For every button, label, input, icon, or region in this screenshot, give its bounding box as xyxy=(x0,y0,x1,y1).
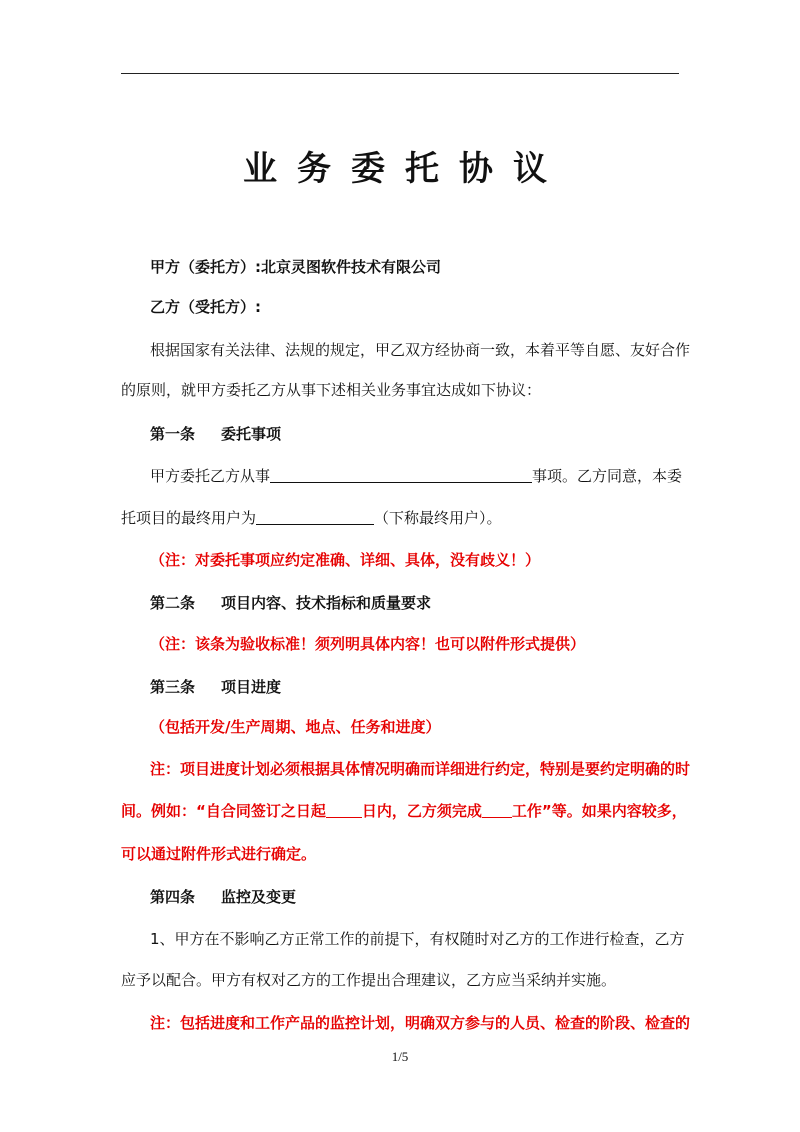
article-2-note: （注：该条为验收标准！须列明具体内容！也可以附件形式提供） xyxy=(150,635,586,653)
article-1-text-2 xyxy=(121,507,681,529)
days-blank[interactable] xyxy=(326,802,362,818)
article-3-note-2-b: 日内，乙方须完成 xyxy=(361,802,482,820)
article-4-note-1: 注：包括进度和工作产品的监控计划，明确双方参与的人员、检查的阶段、检查的 xyxy=(150,1014,691,1032)
commission-item-blank[interactable] xyxy=(270,467,532,483)
work-blank[interactable] xyxy=(482,802,512,818)
article-1-heading xyxy=(150,423,710,445)
party-b-label: 乙方（受托方）: xyxy=(150,298,261,316)
document-title: 业务委托协议 xyxy=(243,149,567,189)
header-rule xyxy=(121,73,679,74)
article-3-note-2-c: 工作”等。如果内容较多， xyxy=(511,802,687,820)
article-1-text-1 xyxy=(150,465,710,487)
article-4-number: 第四条 xyxy=(150,888,196,906)
article-3-number: 第三条 xyxy=(150,678,196,696)
article-1-text-2-post: （下称最终用户）。 xyxy=(374,509,502,527)
party-a-label: 甲方（委托方）: xyxy=(150,258,261,276)
article-2-heading xyxy=(150,592,710,614)
preamble-line-1: 根据国家有关法律、法规的规定，甲乙双方经协商一致，本着平等自愿、友好合作 xyxy=(150,341,691,359)
article-1-text-1-post: 事项。乙方同意，本委 xyxy=(532,467,683,485)
article-1-title: 委托事项 xyxy=(221,425,282,443)
party-b-line xyxy=(150,296,710,318)
article-4-item-1-line-1: 1、甲方在不影响乙方正常工作的前提下，有权随时对乙方的工作进行检查，乙方 xyxy=(150,930,685,948)
article-3-note-2 xyxy=(121,800,687,822)
article-3-heading xyxy=(150,676,710,698)
article-1-number: 第一条 xyxy=(150,425,196,443)
article-4-title: 监控及变更 xyxy=(221,888,297,906)
party-a-line xyxy=(150,256,710,278)
article-1-text-2-pre: 托项目的最终用户为 xyxy=(121,509,257,527)
article-2-number: 第二条 xyxy=(150,594,196,612)
article-3-title: 项目进度 xyxy=(221,678,282,696)
article-3-note-1: 注：项目进度计划必须根据具体情况明确而详细进行约定，特别是要约定明确的时 xyxy=(150,760,691,778)
party-a-value: 北京灵图软件技术有限公司 xyxy=(261,258,442,276)
page-number: 1/5 xyxy=(391,1049,409,1064)
end-user-blank[interactable] xyxy=(256,509,374,525)
article-3-note-3: 可以通过附件形式进行确定。 xyxy=(121,845,317,863)
article-1-text-1-pre: 甲方委托乙方从事 xyxy=(150,467,271,485)
article-2-title: 项目内容、技术指标和质量要求 xyxy=(221,594,432,612)
article-1-note: （注：对委托事项应约定准确、详细、具体，没有歧义！） xyxy=(150,551,541,569)
article-3-note-2-a: 间。例如：“自合同签订之日起 xyxy=(121,802,326,820)
preamble-line-2: 的原则，就甲方委托乙方从事下述相关业务事宜达成如下协议： xyxy=(121,381,542,399)
article-4-item-1-line-2: 应予以配合。甲方有权对乙方的工作提出合理建议，乙方应当采纳并实施。 xyxy=(121,971,617,989)
article-3-sub: （包括开发/生产周期、地点、任务和进度） xyxy=(150,718,441,736)
article-4-heading xyxy=(150,886,710,908)
